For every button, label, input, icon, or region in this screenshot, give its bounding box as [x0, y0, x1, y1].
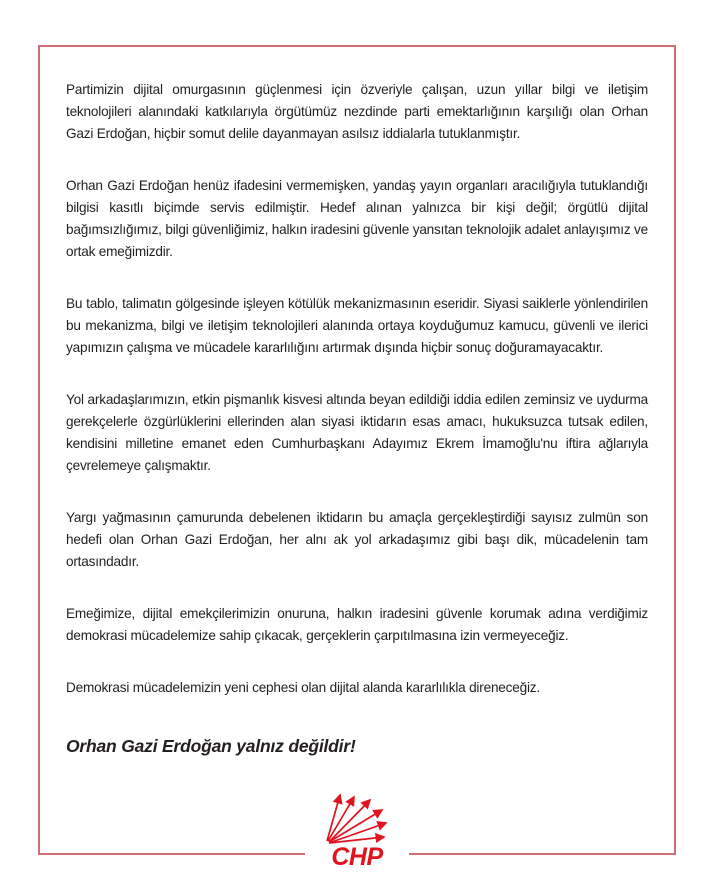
statement-paragraph: Demokrasi mücadelemizin yeni cephesi olan dijital alanda kararlılıkla direneceğiz. — [66, 680, 540, 695]
statement-paragraph: Orhan Gazi Erdoğan henüz ifadesini vermemişken, yandaş yayın organları aracılığıyla tutuklandığı bilgisi kasıtlı biçimde servis edilmiştir. Hedef alınan yalnızca bir kişi değil; örgütlü dijital bağımsızlığımız, bilgi güvenliğimiz, halkın iradesini güvenle yansıtan teknolojik adalet anlayışımız ve ortak emeğimizdir. — [66, 178, 648, 259]
chp-logo — [305, 792, 409, 870]
closing-slogan: Orhan Gazi Erdoğan yalnız değildir! — [66, 736, 356, 756]
statement-card — [38, 45, 676, 871]
statement-paragraph: Yargı yağmasının çamurunda debelenen iktidarın bu amaçla gerçekleştirdiği sayısız zulmün son hedefi olan Orhan Gazi Erdoğan, her alnı ak yol arkadaşımız gibi başı dik, mücadelenin tam ortasındadır. — [66, 510, 648, 569]
chp-six-arrows-icon — [323, 792, 391, 844]
statement-paragraph: Partimizin dijital omurgasının güçlenmesi için özveriyle çalışan, uzun yıllar bilgi ve iletişim teknolojileri alanındaki katkılarıyla örgütümüz nezdinde parti emektarlığının karşılığı olan Orhan Gazi Erdoğan, hiçbir somut delile dayanmayan asılsız iddialarla tutuklanmıştır. — [66, 82, 648, 141]
chp-logo-text: CHP — [331, 843, 383, 871]
statement-paragraph: Bu tablo, talimatın gölgesinde işleyen kötülük mekanizmasının eseridir. Siyasi saiklerle yönlendirilen bu mekanizma, bilgi ve iletişim teknolojileri alanında ortaya koyduğumuz kamucu, güvenli ve ilerici yapımızın çalışma ve mücadele kararlılığını artırmak dışında hiçbir sonuç doğuramayacaktır. — [66, 296, 648, 355]
statement-paragraph: Emeğimize, dijital emekçilerimizin onuruna, halkın iradesini güvenle korumak adına verdiğimiz demokrasi mücadelemize sahip çıkacak, gerçeklerin çarpıtılmasına izin vermeyeceğiz. — [66, 606, 648, 643]
statement-paragraph: Yol arkadaşlarımızın, etkin pişmanlık kisvesi altında beyan edildiği iddia edilen zeminsiz ve uydurma gerekçelerle özgürlüklerini ellerinden alan siyasi iktidarın esas amacı, hukuksuzca tutsak edilen, kendisini milletine emanet eden Cumhurbaşkanı Adayımız Ekrem İmamoğlu'nu iftira ağlarıyla çevrelemeye çalışmaktır. — [66, 392, 648, 473]
